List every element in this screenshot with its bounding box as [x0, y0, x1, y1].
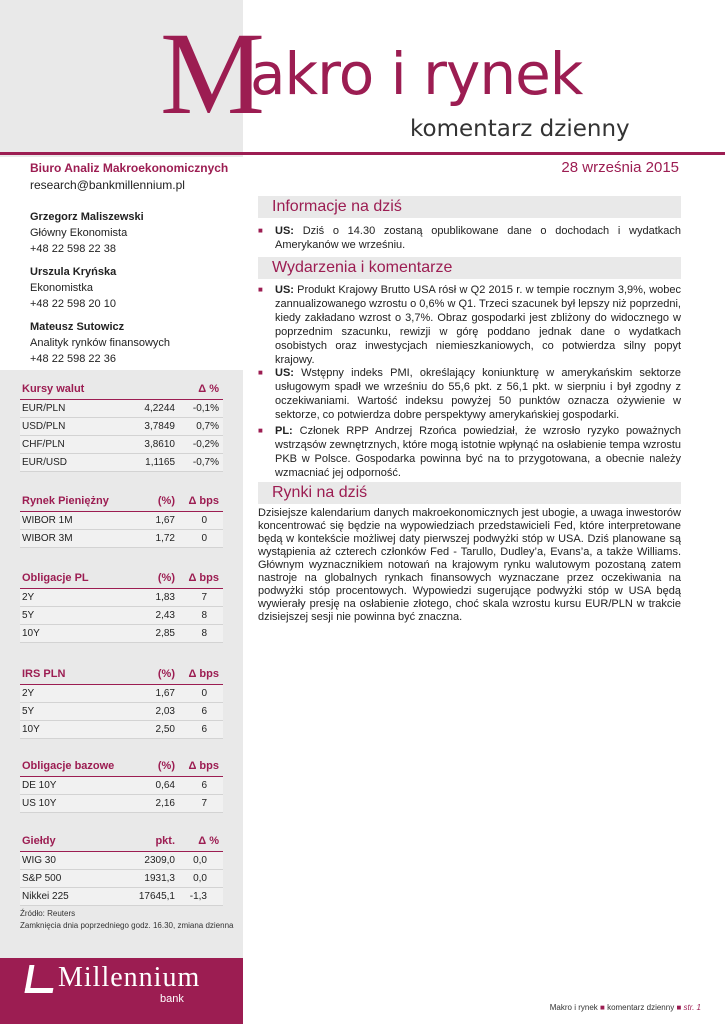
- table-cell: 1,67: [155, 515, 175, 526]
- column-header: (%): [157, 760, 175, 772]
- person-phone: +48 22 598 22 38: [30, 243, 116, 255]
- page-footer: [550, 1003, 701, 1012]
- table-cell: Nikkei 225: [22, 891, 69, 902]
- table-cell: 6: [201, 780, 207, 791]
- separator-icon: ■: [676, 1003, 684, 1012]
- table-cell: 2,85: [155, 628, 175, 639]
- table-row: [20, 795, 223, 813]
- table-cell: 2Y: [22, 592, 35, 603]
- logo-initial: M: [160, 8, 263, 139]
- table-header: [20, 756, 223, 777]
- table-cell: S&P 500: [22, 873, 62, 884]
- people-list: [30, 209, 240, 374]
- bullet-icon: ■: [258, 368, 263, 377]
- table-cell: 2,43: [155, 610, 175, 621]
- table-cell: 10Y: [22, 628, 40, 639]
- person-name: Grzegorz Maliszewski: [30, 211, 144, 223]
- event-item: [258, 366, 681, 422]
- table-title: IRS PLN: [22, 668, 66, 680]
- column-header: Δ bps: [188, 572, 219, 584]
- table-cell: 3,8610: [144, 439, 175, 450]
- table-cell: 4,2244: [144, 403, 175, 414]
- table-cell: 2,16: [155, 798, 175, 809]
- table-row: [20, 703, 223, 721]
- person-card: [30, 209, 240, 257]
- table-header: [20, 664, 223, 685]
- separator-icon: ■: [600, 1003, 608, 1012]
- table-cell: 10Y: [22, 724, 40, 735]
- pl-bonds-table: [20, 568, 223, 643]
- person-name: Mateusz Sutowicz: [30, 321, 125, 333]
- footer-mid: komentarz dzienny: [607, 1003, 675, 1012]
- footer-left: Makro i rynek: [549, 1003, 598, 1012]
- person-card: [30, 319, 240, 367]
- person-phone: +48 22 598 22 36: [30, 353, 116, 365]
- markets-paragraph: Dzisiejsze kalendarium danych makroekonomicznych jest ubogie, a uwaga inwestorów koncentrować się będzie na wypowiedziach przedstawicieli Fed, które interpretowane będą w kontekście możliwej daty pierwszej podwyżki stóp w USA. Dziś planowane są wystąpienia aż czterech członków Fed - Tarullo, Dudley’a, Evans’a, a także Williams. Głównym wyznacznikiem notowań na krajowym rynku walutowym pozostaną zatem nastroje na globalnych rynkach finansowych wyznaczane przez oczekiwania na podwyżki stóp procentowych. Wypowiedzi sugerujące podwyżki stóp w USA będą wywierały presję na osłabienie złotego, choć skala wzrostu kursu EUR/PLN w trakcie dzisiejszej sesji nie powinna być znaczna.: [258, 507, 681, 623]
- table-cell: 7: [201, 798, 207, 809]
- table-cell: 0,7%: [196, 421, 219, 432]
- section-title: Wydarzenia i komentarze: [272, 259, 453, 276]
- table-cell: WIG 30: [22, 855, 56, 866]
- table-cell: 6: [201, 706, 207, 717]
- close-note: Zamknięcia dnia poprzedniego godz. 16.30, zmiana dzienna: [20, 921, 234, 930]
- table-cell: 2,50: [155, 724, 175, 735]
- bullet-text: US: Wstępny indeks PMI, określający koniunkturę w amerykańskim sektorze usługowym spadł we wrześniu do 55,6 pkt. z 56,1 pkt. w sierpniu i był zgodny z oczekiwaniami. Wartość indeksu powyżej 50 punktów oznacza ożywienie w sektorze, co potwierdza dobre perspektywy amerykańskiej gospodarki.: [275, 367, 681, 421]
- table-cell: EUR/USD: [22, 457, 68, 468]
- table-cell: 17645,1: [138, 891, 175, 902]
- table-cell: 1,72: [155, 533, 175, 544]
- column-header: Δ bps: [188, 668, 219, 680]
- source-note: Źródło: Reuters: [20, 909, 76, 918]
- table-cell: -0,2%: [192, 439, 219, 450]
- table-cell: 1931,3: [144, 873, 175, 884]
- column-header: (%): [157, 668, 175, 680]
- page-number: str. 1: [683, 1003, 701, 1012]
- bullet-icon: ■: [258, 285, 263, 294]
- section-header-info: [258, 196, 681, 218]
- table-cell: 0: [201, 688, 207, 699]
- info-item: [258, 224, 681, 252]
- bullet-text: PL: Członek RPP Andrzej Rzońca powiedział, że wzrosło ryzyko poważnych wstrząsów zewnętrznych, które mogą istotnie wpłynąć na osłabienie tempa wzrostu PKB w Polsce. Gospodarka powinna być na to przygotowana, a obecnie należy wzmacniać jej odporność.: [275, 425, 681, 479]
- person-role: Główny Ekonomista: [30, 227, 128, 239]
- brand-name: Millennium: [58, 962, 201, 993]
- column-header: Δ %: [198, 835, 219, 847]
- table-row: [20, 777, 223, 795]
- table-cell: -0,7%: [192, 457, 219, 468]
- report-title: akro i rynek: [250, 40, 583, 108]
- table-cell: 7: [201, 592, 207, 603]
- fx-table: [20, 379, 223, 472]
- bullet-text: US: Produkt Krajowy Brutto USA rósł w Q2 2015 r. w tempie rocznym 3,9%, wobec zannualizowanego wzrostu o 0,6% w Q1. Trzeci szacunek był lepszy niż poprzedni, kiedy zakładano wzrost o 3,7%. Obraz gospodarki jest zbliżony do widocznego w poprzednim szacunku, rewizji w górę poddano jednak dane o wydatkach osobistych oraz inwestycjach niemieszkaniowych, co potwierdza silny popyt krajowy.: [275, 284, 681, 366]
- column-header: (%): [157, 572, 175, 584]
- column-header: pkt.: [155, 835, 175, 847]
- table-cell: 2,03: [155, 706, 175, 717]
- table-header: [20, 568, 223, 589]
- table-header: [20, 491, 223, 512]
- person-phone: +48 22 598 20 10: [30, 298, 116, 310]
- table-title: Obligacje bazowe: [22, 760, 115, 772]
- table-cell: -1,3: [189, 891, 207, 902]
- table-cell: US 10Y: [22, 798, 57, 809]
- department-name: Biuro Analiz Makroekonomicznych: [30, 161, 229, 175]
- person-role: Ekonomistka: [30, 282, 93, 294]
- table-title: Obligacje PL: [22, 572, 89, 584]
- table-row: [20, 530, 223, 548]
- table-row: [20, 685, 223, 703]
- table-cell: EUR/PLN: [22, 403, 66, 414]
- irs-table: [20, 664, 223, 739]
- table-title: Giełdy: [22, 835, 56, 847]
- table-header: [20, 831, 223, 852]
- header-divider: [0, 152, 725, 155]
- table-cell: 8: [201, 610, 207, 621]
- table-cell: USD/PLN: [22, 421, 66, 432]
- table-row: [20, 888, 223, 906]
- table-row: [20, 454, 223, 472]
- bullet-icon: ■: [258, 426, 263, 435]
- table-cell: 2Y: [22, 688, 35, 699]
- table-cell: 2309,0: [144, 855, 175, 866]
- table-title: Kursy walut: [22, 383, 85, 395]
- table-row: [20, 400, 223, 418]
- table-cell: WIBOR 3M: [22, 533, 73, 544]
- event-item: [258, 283, 681, 367]
- table-row: [20, 721, 223, 739]
- report-subtitle: komentarz dzienny: [410, 116, 630, 142]
- table-row: [20, 870, 223, 888]
- column-header: Δ bps: [188, 760, 219, 772]
- person-name: Urszula Kryńska: [30, 266, 117, 278]
- table-row: [20, 512, 223, 530]
- table-cell: DE 10Y: [22, 780, 57, 791]
- column-header: Δ bps: [188, 495, 219, 507]
- table-row: [20, 625, 223, 643]
- table-cell: 0: [201, 515, 207, 526]
- table-row: [20, 418, 223, 436]
- brand-sub: bank: [160, 993, 184, 1005]
- base-bonds-table: [20, 756, 223, 813]
- table-row: [20, 589, 223, 607]
- table-cell: 8: [201, 628, 207, 639]
- column-header: Δ %: [198, 383, 219, 395]
- table-cell: WIBOR 1M: [22, 515, 73, 526]
- bullet-icon: ■: [258, 226, 263, 235]
- table-cell: 0,64: [155, 780, 175, 791]
- bullet-text: US: Dziś o 14.30 zostaną opublikowane dane o dochodach i wydatkach Amerykanów we wrześniu.: [275, 225, 681, 251]
- section-header-markets: [258, 482, 681, 504]
- table-cell: 5Y: [22, 610, 35, 621]
- table-cell: 5Y: [22, 706, 35, 717]
- millennium-logo-icon: [25, 965, 58, 993]
- table-cell: 1,83: [155, 592, 175, 603]
- person-card: [30, 264, 240, 312]
- stock-markets-table: [20, 831, 223, 906]
- table-cell: 1,1165: [145, 457, 175, 468]
- table-cell: -0,1%: [192, 403, 219, 414]
- section-header-events: [258, 257, 681, 279]
- section-title: Informacje na dziś: [272, 198, 402, 215]
- section-title: Rynki na dziś: [272, 484, 368, 501]
- table-cell: 0: [201, 533, 207, 544]
- event-item: [258, 424, 681, 480]
- table-cell: CHF/PLN: [22, 439, 65, 450]
- table-title: Rynek Pieniężny: [22, 495, 109, 507]
- table-row: [20, 436, 223, 454]
- table-cell: 0,0: [193, 855, 207, 866]
- person-role: Analityk rynków finansowych: [30, 337, 171, 349]
- table-row: [20, 607, 223, 625]
- table-row: [20, 852, 223, 870]
- money-market-table: [20, 491, 223, 548]
- report-date: 28 września 2015: [561, 159, 679, 176]
- table-header: [20, 379, 223, 400]
- contact-email[interactable]: research@bankmillennium.pl: [30, 178, 185, 192]
- table-cell: 3,7849: [144, 421, 175, 432]
- column-header: (%): [157, 495, 175, 507]
- table-cell: 1,67: [155, 688, 175, 699]
- table-cell: 0,0: [193, 873, 207, 884]
- table-cell: 6: [201, 724, 207, 735]
